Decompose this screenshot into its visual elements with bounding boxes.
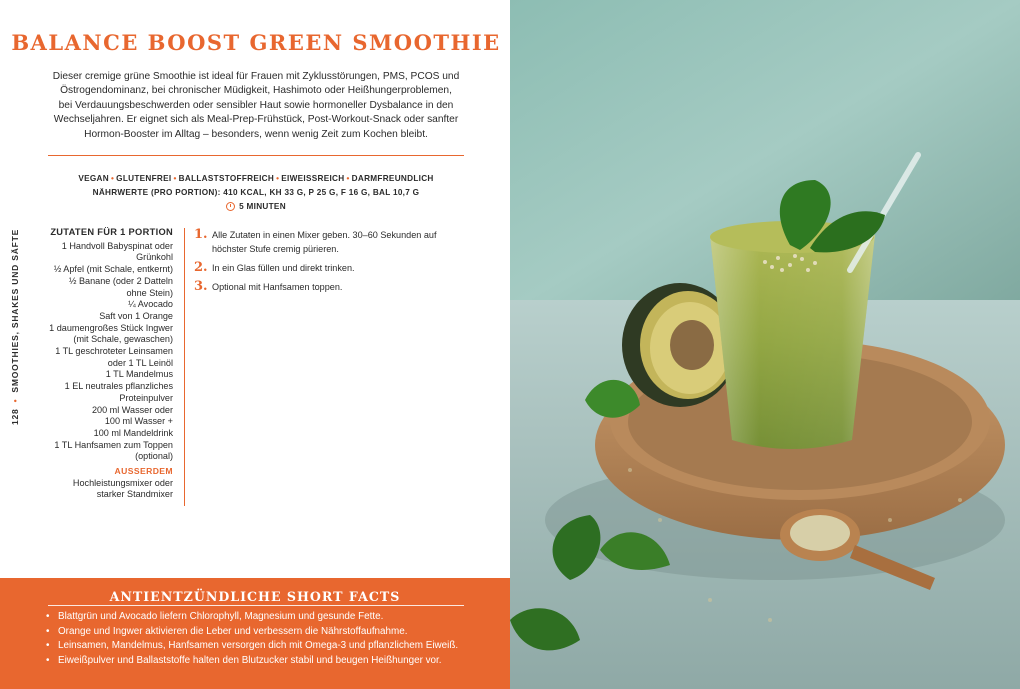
ingredient-line: Saft von 1 Orange (99, 310, 173, 321)
ingredients-list (13, 227, 173, 501)
fact-item: • Orange und Ingwer aktivieren die Leber und verbessern die Nährstoffaufnahme. (46, 625, 486, 640)
step (194, 261, 466, 275)
page-number: 128 (10, 408, 20, 425)
ingredient-line: 100 ml Mandeldrink (93, 427, 173, 438)
ingredient-line: oder 1 TL Leinöl (107, 357, 173, 368)
divider (48, 605, 464, 606)
ingredient-line: Grünkohl (136, 252, 173, 263)
instructions (194, 228, 466, 299)
equipment-line: starker Standmixer (96, 489, 173, 500)
step-text: In ein Glas füllen und direkt trinken. (212, 263, 355, 273)
tag: GLUTENFREI (116, 174, 172, 183)
short-facts-box (0, 578, 510, 689)
ingredient-line: 1 TL Mandelmus (105, 369, 173, 380)
facts-list (46, 610, 486, 668)
ingredients-heading: ZUTATEN FÜR 1 PORTION (50, 227, 173, 237)
ingredient-line: 1 EL neutrales pflanzliches (64, 381, 173, 392)
ingredient-line: Proteinpulver (119, 392, 173, 403)
fact-item: • Leinsamen, Mandelmus, Hanfsamen versorgen dich mit Omega-3 und pflanzlichem Eiweiß. (46, 639, 486, 654)
diet-tags: VEGAN • GLUTENFREI • BALLASTSTOFFREICH • EIWEISSREICH • DARMFREUNDLICH (78, 174, 434, 183)
divider (48, 155, 464, 156)
ingredient-line: 1 daumengroßes Stück Ingwer (49, 322, 173, 333)
step-text: Alle Zutaten in einen Mixer geben. 30–60 Sekunden auf höchster Stufe cremig pürieren. (212, 230, 437, 254)
section-marker: 128•SMOOTHIES, SHAKES UND SÄFTE (10, 228, 20, 425)
step (194, 280, 466, 294)
ingredient-line: ¼ Avocado (128, 299, 173, 310)
ingredient-line: 1 TL Hanfsamen zum Toppen (54, 439, 173, 450)
ingredient-line: 1 Handvoll Babyspinat oder (61, 240, 173, 251)
smoothie-photo (510, 0, 1020, 689)
ingredient-line: ½ Banane (oder 2 Datteln (68, 275, 173, 286)
step-number: 2. (194, 260, 208, 275)
equipment-heading: AUSSERDEM (114, 466, 173, 477)
facts-heading: ANTIENTZÜNDLICHE SHORT FACTS (109, 589, 401, 604)
nutrition-info: NÄHRWERTE (PRO PORTION): 410 KCAL, KH 33 G, P 25 G, F 16 G, BAL 10,7 G (92, 188, 420, 197)
ingredient-line: 1 TL geschroteter Leinsamen (55, 346, 173, 357)
section-title: SMOOTHIES, SHAKES UND SÄFTE (10, 228, 20, 393)
ingredient-line: 200 ml Wasser oder (91, 404, 173, 415)
ingredient-line: ½ Apfel (mit Schale, entkernt) (53, 264, 173, 275)
equipment-line: Hochleistungsmixer oder (72, 477, 173, 488)
ingredient-line: 100 ml Wasser + (104, 416, 173, 427)
fact-item: • Blattgrün und Avocado liefern Chlorophyll, Magnesium und gesunde Fette. (46, 610, 486, 625)
clock-icon (226, 202, 235, 211)
recipe-title: BALANCE BOOST GREEN SMOOTHIE (11, 30, 501, 55)
tag: DARMFREUNDLICH (351, 174, 434, 183)
step-text: Optional mit Hanfsamen toppen. (212, 282, 343, 292)
ingredient-line: (mit Schale, gewaschen) (73, 334, 173, 345)
ingredient-line: (optional) (135, 451, 173, 462)
tag: EIWEISSREICH (281, 174, 345, 183)
prep-time (48, 202, 464, 211)
step-number: 1. (194, 227, 208, 242)
step-number: 3. (194, 279, 208, 294)
recipe-intro: Dieser cremige grüne Smoothie ist ideal für Frauen mit Zyklusstörungen, PMS, PCOS und Östrogendominanz, bei chronischer Müdigkeit, Hashimoto oder Heißhungerproblemen, bei Verdauungsbeschwerden oder sensibler Haut sowie hormoneller Dysbalance in den Wechseljahren. Er eignet sich als Meal-Prep-Frühstück, Post-Workout-Snack oder sanfter Hormon-Booster im Alltag – besonders, wenn wenig Zeit zum Kochen bleibt. (52, 71, 460, 140)
column-divider (184, 228, 185, 506)
fact-item: • Eiweißpulver und Ballaststoffe halten den Blutzucker stabil und beugen Heißhunger vor. (46, 654, 486, 669)
step (194, 228, 466, 256)
prep-time-label: 5 MINUTEN (239, 202, 286, 211)
ingredient-line: ohne Stein) (126, 287, 173, 298)
tag: VEGAN (78, 174, 109, 183)
tag: BALLASTSTOFFREICH (178, 174, 275, 183)
